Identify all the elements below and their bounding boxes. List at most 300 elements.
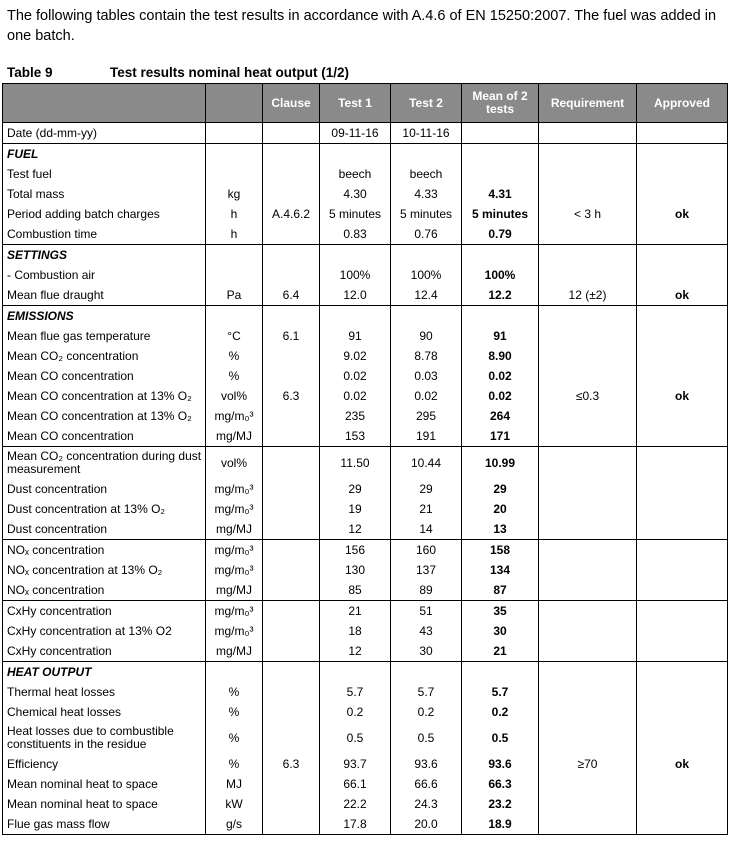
table-row <box>3 794 728 814</box>
mean-cell <box>462 123 539 144</box>
unit-cell <box>206 144 263 165</box>
mean-cell: 0.02 <box>462 386 539 406</box>
test2-cell: 0.03 <box>391 366 462 386</box>
clause-cell <box>263 123 320 144</box>
requirement-cell <box>539 580 637 601</box>
requirement-cell <box>539 540 637 561</box>
requirement-cell <box>539 224 637 245</box>
test2-cell: 5 minutes <box>391 204 462 224</box>
unit-cell: mg/m₀³ <box>206 560 263 580</box>
test1-cell: 18 <box>320 621 391 641</box>
parameter-cell: NOₓ concentration at 13% O₂ <box>3 560 206 580</box>
test2-cell <box>391 306 462 327</box>
clause-cell <box>263 662 320 683</box>
test1-cell: 22.2 <box>320 794 391 814</box>
table-row <box>3 426 728 447</box>
parameter-cell: Mean CO concentration <box>3 426 206 447</box>
table-row <box>3 326 728 346</box>
unit-cell: vol% <box>206 386 263 406</box>
test1-cell: 156 <box>320 540 391 561</box>
table-row <box>3 447 728 480</box>
requirement-cell <box>539 426 637 447</box>
test2-cell: 12.4 <box>391 285 462 306</box>
section-heading: SETTINGS <box>3 245 206 266</box>
parameter-cell: Heat losses due to combustible constituents in the residue <box>3 722 206 754</box>
parameter-cell: Dust concentration at 13% O₂ <box>3 499 206 519</box>
table-row <box>3 519 728 540</box>
table-row <box>3 682 728 702</box>
unit-cell: mg/m₀³ <box>206 406 263 426</box>
unit-cell: mg/MJ <box>206 641 263 662</box>
clause-cell <box>263 774 320 794</box>
test2-cell: 24.3 <box>391 794 462 814</box>
test1-cell <box>320 144 391 165</box>
table-row <box>3 754 728 774</box>
test1-cell: 0.83 <box>320 224 391 245</box>
clause-cell <box>263 621 320 641</box>
test2-cell: 137 <box>391 560 462 580</box>
mean-cell: 87 <box>462 580 539 601</box>
clause-cell <box>263 641 320 662</box>
header-clause: Clause <box>263 84 320 123</box>
table-row <box>3 540 728 561</box>
test2-cell: beech <box>391 164 462 184</box>
test2-cell: 51 <box>391 601 462 622</box>
approved-cell <box>637 406 728 426</box>
table-body <box>3 123 728 835</box>
test1-cell: 5 minutes <box>320 204 391 224</box>
test2-cell: 0.76 <box>391 224 462 245</box>
approved-cell <box>637 662 728 683</box>
requirement-cell <box>539 306 637 327</box>
unit-cell: mg/m₀³ <box>206 601 263 622</box>
test1-cell: 85 <box>320 580 391 601</box>
table-caption <box>7 65 349 80</box>
approved-cell <box>637 144 728 165</box>
approved-cell <box>637 722 728 754</box>
test2-cell: 66.6 <box>391 774 462 794</box>
parameter-cell: Efficiency <box>3 754 206 774</box>
unit-cell: mg/MJ <box>206 519 263 540</box>
approved-cell <box>637 641 728 662</box>
table-title: Test results nominal heat output (1/2) <box>110 65 350 80</box>
clause-cell: 6.3 <box>263 386 320 406</box>
clause-cell <box>263 722 320 754</box>
clause-cell: 6.4 <box>263 285 320 306</box>
table-row <box>3 164 728 184</box>
table-row <box>3 580 728 601</box>
mean-cell: 264 <box>462 406 539 426</box>
requirement-cell <box>539 722 637 754</box>
clause-cell <box>263 560 320 580</box>
section-row <box>3 245 728 266</box>
table-row <box>3 814 728 835</box>
unit-cell: % <box>206 722 263 754</box>
clause-cell <box>263 426 320 447</box>
mean-cell <box>462 245 539 266</box>
requirement-cell <box>539 662 637 683</box>
parameter-cell: Mean CO concentration <box>3 366 206 386</box>
header-requirement: Requirement <box>539 84 637 123</box>
unit-cell: % <box>206 346 263 366</box>
clause-cell <box>263 702 320 722</box>
test2-cell: 89 <box>391 580 462 601</box>
approved-cell <box>637 794 728 814</box>
requirement-cell <box>539 144 637 165</box>
section-row <box>3 306 728 327</box>
mean-cell: 171 <box>462 426 539 447</box>
table-row <box>3 722 728 754</box>
table-row <box>3 702 728 722</box>
table-row <box>3 499 728 519</box>
parameter-cell: Total mass <box>3 184 206 204</box>
unit-cell: mg/MJ <box>206 580 263 601</box>
parameter-cell: Thermal heat losses <box>3 682 206 702</box>
test1-cell: 12.0 <box>320 285 391 306</box>
test2-cell: 10-11-16 <box>391 123 462 144</box>
approved-cell <box>637 447 728 480</box>
test1-cell: 91 <box>320 326 391 346</box>
clause-cell <box>263 794 320 814</box>
parameter-cell: CxHy concentration <box>3 601 206 622</box>
approved-cell <box>637 479 728 499</box>
requirement-cell <box>539 346 637 366</box>
test2-cell: 160 <box>391 540 462 561</box>
approved-cell <box>637 123 728 144</box>
header-mean: Mean of 2 tests <box>462 84 539 123</box>
approved-cell <box>637 702 728 722</box>
table-row <box>3 184 728 204</box>
test1-cell: 0.02 <box>320 366 391 386</box>
unit-cell: % <box>206 682 263 702</box>
parameter-cell: Mean flue gas temperature <box>3 326 206 346</box>
mean-cell: 66.3 <box>462 774 539 794</box>
test2-cell: 21 <box>391 499 462 519</box>
test2-cell <box>391 662 462 683</box>
test2-cell: 100% <box>391 265 462 285</box>
test2-cell: 4.33 <box>391 184 462 204</box>
unit-cell: mg/m₀³ <box>206 479 263 499</box>
test2-cell: 0.02 <box>391 386 462 406</box>
clause-cell <box>263 601 320 622</box>
clause-cell: A.4.6.2 <box>263 204 320 224</box>
mean-cell <box>462 306 539 327</box>
table-row <box>3 366 728 386</box>
mean-cell: 4.31 <box>462 184 539 204</box>
mean-cell: 0.79 <box>462 224 539 245</box>
mean-cell <box>462 662 539 683</box>
mean-cell: 0.2 <box>462 702 539 722</box>
unit-cell: mg/MJ <box>206 426 263 447</box>
parameter-cell: CxHy concentration <box>3 641 206 662</box>
unit-cell: vol% <box>206 447 263 480</box>
intro-paragraph: The following tables contain the test results in accordance with A.4.6 of EN 15250:2007. The fuel was added in one batch. <box>7 8 717 44</box>
test1-cell: 11.50 <box>320 447 391 480</box>
requirement-cell <box>539 702 637 722</box>
mean-cell: 29 <box>462 479 539 499</box>
header-test1: Test 1 <box>320 84 391 123</box>
parameter-cell: NOₓ concentration <box>3 580 206 601</box>
approved-cell <box>637 580 728 601</box>
approved-cell <box>637 774 728 794</box>
mean-cell: 0.5 <box>462 722 539 754</box>
requirement-cell <box>539 601 637 622</box>
table-row <box>3 285 728 306</box>
unit-cell: mg/m₀³ <box>206 499 263 519</box>
test2-cell: 0.5 <box>391 722 462 754</box>
test1-cell: 09-11-16 <box>320 123 391 144</box>
mean-cell: 35 <box>462 601 539 622</box>
mean-cell: 93.6 <box>462 754 539 774</box>
header-test2: Test 2 <box>391 84 462 123</box>
requirement-cell <box>539 479 637 499</box>
unit-cell: g/s <box>206 814 263 835</box>
requirement-cell: ≥70 <box>539 754 637 774</box>
parameter-cell: Flue gas mass flow <box>3 814 206 835</box>
unit-cell: % <box>206 754 263 774</box>
table-row <box>3 641 728 662</box>
test1-cell: 130 <box>320 560 391 580</box>
unit-cell: mg/m₀³ <box>206 540 263 561</box>
mean-cell: 10.99 <box>462 447 539 480</box>
test1-cell: 153 <box>320 426 391 447</box>
clause-cell <box>263 306 320 327</box>
header-approved: Approved <box>637 84 728 123</box>
requirement-cell <box>539 560 637 580</box>
table-row <box>3 204 728 224</box>
test1-cell: 19 <box>320 499 391 519</box>
clause-cell <box>263 406 320 426</box>
table-row <box>3 346 728 366</box>
parameter-cell: Mean CO concentration at 13% O₂ <box>3 406 206 426</box>
parameter-cell: Test fuel <box>3 164 206 184</box>
parameter-cell: Mean flue draught <box>3 285 206 306</box>
test1-cell: 100% <box>320 265 391 285</box>
approved-cell <box>637 224 728 245</box>
requirement-cell: < 3 h <box>539 204 637 224</box>
requirement-cell <box>539 123 637 144</box>
mean-cell: 8.90 <box>462 346 539 366</box>
unit-cell <box>206 662 263 683</box>
test1-cell: 9.02 <box>320 346 391 366</box>
requirement-cell <box>539 814 637 835</box>
approved-cell: ok <box>637 285 728 306</box>
approved-cell <box>637 682 728 702</box>
mean-cell: 100% <box>462 265 539 285</box>
test2-cell: 14 <box>391 519 462 540</box>
header-row <box>3 84 728 123</box>
clause-cell <box>263 519 320 540</box>
approved-cell <box>637 164 728 184</box>
section-heading: HEAT OUTPUT <box>3 662 206 683</box>
mean-cell: 5.7 <box>462 682 539 702</box>
approved-cell: ok <box>637 204 728 224</box>
requirement-cell: 12 (±2) <box>539 285 637 306</box>
test1-cell: 0.5 <box>320 722 391 754</box>
unit-cell: % <box>206 366 263 386</box>
test2-cell <box>391 245 462 266</box>
mean-cell: 5 minutes <box>462 204 539 224</box>
clause-cell <box>263 144 320 165</box>
table-row <box>3 601 728 622</box>
requirement-cell <box>539 406 637 426</box>
parameter-cell: CxHy concentration at 13% O2 <box>3 621 206 641</box>
table-number: Table 9 <box>7 65 53 80</box>
header-unit <box>206 84 263 123</box>
test1-cell: 12 <box>320 519 391 540</box>
mean-cell: 20 <box>462 499 539 519</box>
requirement-cell <box>539 682 637 702</box>
test1-cell <box>320 245 391 266</box>
clause-cell <box>263 184 320 204</box>
unit-cell <box>206 123 263 144</box>
test1-cell: 17.8 <box>320 814 391 835</box>
results-table <box>2 83 728 835</box>
test1-cell: 0.02 <box>320 386 391 406</box>
section-row <box>3 662 728 683</box>
clause-cell <box>263 366 320 386</box>
requirement-cell <box>539 245 637 266</box>
test2-cell: 20.0 <box>391 814 462 835</box>
approved-cell <box>637 366 728 386</box>
test2-cell: 295 <box>391 406 462 426</box>
clause-cell <box>263 245 320 266</box>
approved-cell <box>637 601 728 622</box>
mean-cell: 12.2 <box>462 285 539 306</box>
unit-cell: kW <box>206 794 263 814</box>
unit-cell: Pa <box>206 285 263 306</box>
test1-cell: beech <box>320 164 391 184</box>
test2-cell: 93.6 <box>391 754 462 774</box>
parameter-cell: Mean CO concentration at 13% O₂ <box>3 386 206 406</box>
parameter-cell: Mean CO₂ concentration <box>3 346 206 366</box>
table-row <box>3 560 728 580</box>
mean-cell: 23.2 <box>462 794 539 814</box>
approved-cell <box>637 814 728 835</box>
test2-cell: 8.78 <box>391 346 462 366</box>
test1-cell: 235 <box>320 406 391 426</box>
approved-cell <box>637 245 728 266</box>
requirement-cell <box>539 499 637 519</box>
approved-cell <box>637 540 728 561</box>
unit-cell: % <box>206 702 263 722</box>
test1-cell: 12 <box>320 641 391 662</box>
table-row <box>3 774 728 794</box>
parameter-cell: Chemical heat losses <box>3 702 206 722</box>
approved-cell: ok <box>637 386 728 406</box>
unit-cell <box>206 265 263 285</box>
requirement-cell <box>539 164 637 184</box>
table-row <box>3 406 728 426</box>
test1-cell: 21 <box>320 601 391 622</box>
approved-cell <box>637 426 728 447</box>
test1-cell: 66.1 <box>320 774 391 794</box>
requirement-cell <box>539 366 637 386</box>
test2-cell: 191 <box>391 426 462 447</box>
approved-cell <box>637 499 728 519</box>
parameter-cell: Mean nominal heat to space <box>3 774 206 794</box>
requirement-cell <box>539 265 637 285</box>
test2-cell: 0.2 <box>391 702 462 722</box>
parameter-cell: Dust concentration <box>3 519 206 540</box>
clause-cell <box>263 224 320 245</box>
test2-cell: 43 <box>391 621 462 641</box>
requirement-cell <box>539 794 637 814</box>
table-row <box>3 265 728 285</box>
approved-cell <box>637 306 728 327</box>
mean-cell <box>462 164 539 184</box>
clause-cell: 6.3 <box>263 754 320 774</box>
section-heading: FUEL <box>3 144 206 165</box>
parameter-cell: - Combustion air <box>3 265 206 285</box>
test1-cell <box>320 662 391 683</box>
mean-cell: 134 <box>462 560 539 580</box>
unit-cell: kg <box>206 184 263 204</box>
parameter-cell: Mean nominal heat to space <box>3 794 206 814</box>
test2-cell: 5.7 <box>391 682 462 702</box>
header-parameter <box>3 84 206 123</box>
parameter-cell: Combustion time <box>3 224 206 245</box>
requirement-cell <box>539 641 637 662</box>
parameter-cell: NOₓ concentration <box>3 540 206 561</box>
section-row <box>3 144 728 165</box>
approved-cell <box>637 326 728 346</box>
test2-cell: 30 <box>391 641 462 662</box>
test1-cell: 4.30 <box>320 184 391 204</box>
mean-cell: 91 <box>462 326 539 346</box>
section-heading: EMISSIONS <box>3 306 206 327</box>
clause-cell <box>263 447 320 480</box>
mean-cell: 13 <box>462 519 539 540</box>
test2-cell: 10.44 <box>391 447 462 480</box>
requirement-cell: ≤0.3 <box>539 386 637 406</box>
requirement-cell <box>539 519 637 540</box>
table-row <box>3 224 728 245</box>
clause-cell <box>263 499 320 519</box>
table-row <box>3 386 728 406</box>
mean-cell: 30 <box>462 621 539 641</box>
clause-cell <box>263 682 320 702</box>
requirement-cell <box>539 184 637 204</box>
approved-cell <box>637 560 728 580</box>
approved-cell: ok <box>637 754 728 774</box>
unit-cell <box>206 164 263 184</box>
clause-cell: 6.1 <box>263 326 320 346</box>
clause-cell <box>263 265 320 285</box>
clause-cell <box>263 540 320 561</box>
requirement-cell <box>539 621 637 641</box>
unit-cell <box>206 245 263 266</box>
unit-cell <box>206 306 263 327</box>
test2-cell: 29 <box>391 479 462 499</box>
test1-cell: 93.7 <box>320 754 391 774</box>
approved-cell <box>637 519 728 540</box>
mean-cell <box>462 144 539 165</box>
clause-cell <box>263 580 320 601</box>
unit-cell: mg/m₀³ <box>206 621 263 641</box>
approved-cell <box>637 184 728 204</box>
requirement-cell <box>539 447 637 480</box>
unit-cell: h <box>206 224 263 245</box>
table-row <box>3 479 728 499</box>
mean-cell: 21 <box>462 641 539 662</box>
table-row <box>3 621 728 641</box>
mean-cell: 158 <box>462 540 539 561</box>
clause-cell <box>263 346 320 366</box>
parameter-cell: Date (dd-mm-yy) <box>3 123 206 144</box>
requirement-cell <box>539 774 637 794</box>
test1-cell <box>320 306 391 327</box>
